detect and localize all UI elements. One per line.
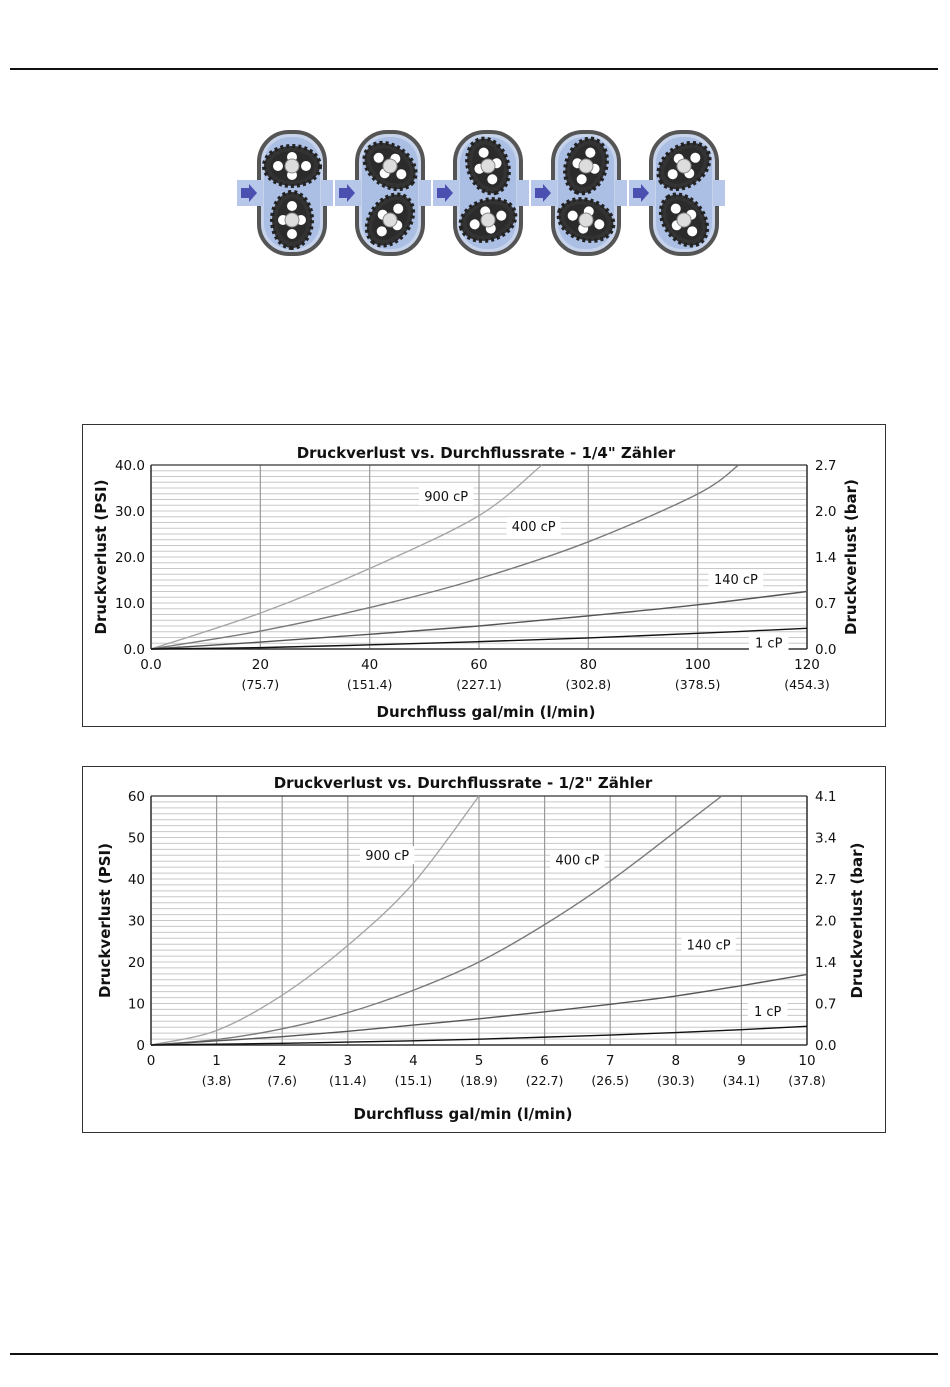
y-axis-label: Druckverlust (PSI)	[96, 843, 114, 998]
x-sub-tick-label: (227.1)	[456, 677, 502, 692]
y2-tick-label: 0.7	[815, 996, 837, 1013]
y2-tick-label: 3.4	[815, 830, 837, 847]
x-tick-label: 120	[794, 657, 820, 673]
y2-tick-label: 4.1	[815, 789, 837, 805]
series-label: 1 cP	[753, 1004, 782, 1020]
x-sub-tick-label: (18.9)	[460, 1073, 498, 1088]
x-sub-tick-label: (37.8)	[788, 1073, 826, 1088]
y2-tick-label: 0.0	[815, 1038, 837, 1054]
x-sub-tick-label: (26.5)	[591, 1073, 629, 1088]
oval-gear	[272, 192, 312, 248]
x-tick-label: 3	[343, 1053, 353, 1069]
y2-tick-label: 2.7	[815, 872, 837, 888]
outlet-shape	[713, 180, 725, 206]
y2-tick-label: 1.4	[815, 550, 837, 566]
x-tick-label: 2	[277, 1053, 287, 1069]
x-tick-label: 7	[605, 1053, 615, 1069]
y-tick-label: 0.0	[123, 642, 145, 658]
y-tick-label: 0	[136, 1038, 145, 1054]
y-tick-label: 10.0	[114, 596, 145, 612]
y2-tick-label: 0.0	[815, 642, 837, 658]
gear-hole-shape	[273, 161, 283, 171]
x-tick-label: 40	[361, 657, 379, 673]
series-label: 400 cP	[511, 520, 556, 536]
outlet-shape	[419, 180, 431, 206]
y-tick-label: 20	[127, 955, 145, 971]
x-tick-label: 10	[798, 1053, 816, 1069]
y-axis-label: Druckverlust (PSI)	[92, 479, 110, 635]
series-label: 400 cP	[555, 853, 600, 869]
x-tick-label: 20	[251, 657, 269, 673]
x-axis-label: Durchfluss gal/min (l/min)	[353, 1105, 573, 1123]
x-sub-tick-label: (302.8)	[565, 677, 612, 692]
oval-gear-meter-rotation-sequence-icon	[237, 128, 729, 258]
gear-hole-shape	[287, 201, 297, 211]
x-sub-tick-label: (378.5)	[674, 677, 721, 692]
series-label: 1 cP	[755, 636, 783, 652]
y2-axis-label: Druckverlust (bar)	[842, 479, 860, 635]
y-tick-label: 40	[127, 872, 145, 888]
gear-hub-shape	[285, 159, 299, 173]
y-tick-label: 60	[127, 789, 145, 805]
gear-hole-shape	[287, 229, 297, 239]
x-sub-tick-label: (22.7)	[525, 1073, 564, 1088]
x-tick-label: 0.0	[140, 657, 162, 673]
x-sub-tick-label: (151.4)	[346, 677, 393, 692]
y2-tick-label: 1.4	[815, 955, 837, 971]
chart-title: Druckverlust vs. Durchflussrate - 1/2" Zähler	[273, 774, 653, 792]
y-tick-label: 50	[127, 830, 145, 847]
series-label: 900 cP	[424, 490, 469, 506]
chart-half-inch-meter	[82, 766, 886, 1133]
y-tick-label: 10	[127, 996, 145, 1013]
y2-tick-label: 0.7	[815, 596, 837, 612]
y-tick-label: 30.0	[114, 504, 145, 520]
y2-tick-label: 2.7	[815, 458, 837, 474]
chart-title: Druckverlust vs. Durchflussrate - 1/4" Zähler	[296, 444, 676, 462]
x-tick-label: 60	[470, 657, 488, 673]
y-tick-label: 30	[127, 913, 145, 930]
x-sub-tick-label: (30.3)	[657, 1073, 695, 1088]
gear-hole-shape	[301, 161, 311, 171]
gear-stage	[629, 132, 725, 254]
y-tick-label: 40.0	[114, 458, 145, 474]
x-sub-tick-label: (75.7)	[241, 677, 280, 692]
gear-hub-shape	[285, 213, 299, 227]
chart-quarter-inch-meter	[82, 424, 886, 727]
bottom-rule	[10, 1353, 938, 1355]
gear-stage	[237, 132, 333, 254]
x-sub-tick-label: (15.1)	[394, 1073, 433, 1088]
x-sub-tick-label: (7.6)	[267, 1073, 298, 1088]
x-tick-label: 80	[579, 657, 597, 673]
x-sub-tick-label: (11.4)	[329, 1073, 367, 1088]
x-tick-label: 6	[540, 1053, 549, 1069]
x-tick-label: 100	[684, 657, 711, 673]
series-label: 140 cP	[713, 573, 758, 588]
top-rule	[10, 68, 938, 70]
y2-tick-label: 2.0	[815, 913, 837, 930]
outlet-shape	[321, 180, 333, 206]
gear-stage	[531, 132, 627, 254]
outlet-shape	[615, 180, 627, 206]
series-label: 900 cP	[365, 849, 410, 865]
x-tick-label: 8	[671, 1053, 681, 1069]
x-tick-label: 5	[474, 1053, 484, 1069]
x-tick-label: 1	[212, 1053, 221, 1069]
x-tick-label: 0	[146, 1053, 156, 1069]
oval-gear	[264, 146, 320, 186]
series-label: 140 cP	[686, 938, 731, 954]
gear-stage	[433, 132, 529, 254]
x-sub-tick-label: (3.8)	[201, 1073, 232, 1088]
gear-stage	[335, 132, 431, 254]
y2-axis-label: Druckverlust (bar)	[848, 842, 866, 999]
y2-tick-label: 2.0	[815, 504, 837, 520]
x-tick-label: 9	[737, 1053, 746, 1069]
outlet-shape	[517, 180, 529, 206]
x-sub-tick-label: (454.3)	[784, 677, 830, 692]
y-tick-label: 20.0	[114, 550, 145, 566]
x-tick-label: 4	[409, 1053, 418, 1069]
x-axis-label: Durchfluss gal/min (l/min)	[376, 703, 596, 721]
x-sub-tick-label: (34.1)	[722, 1073, 761, 1088]
